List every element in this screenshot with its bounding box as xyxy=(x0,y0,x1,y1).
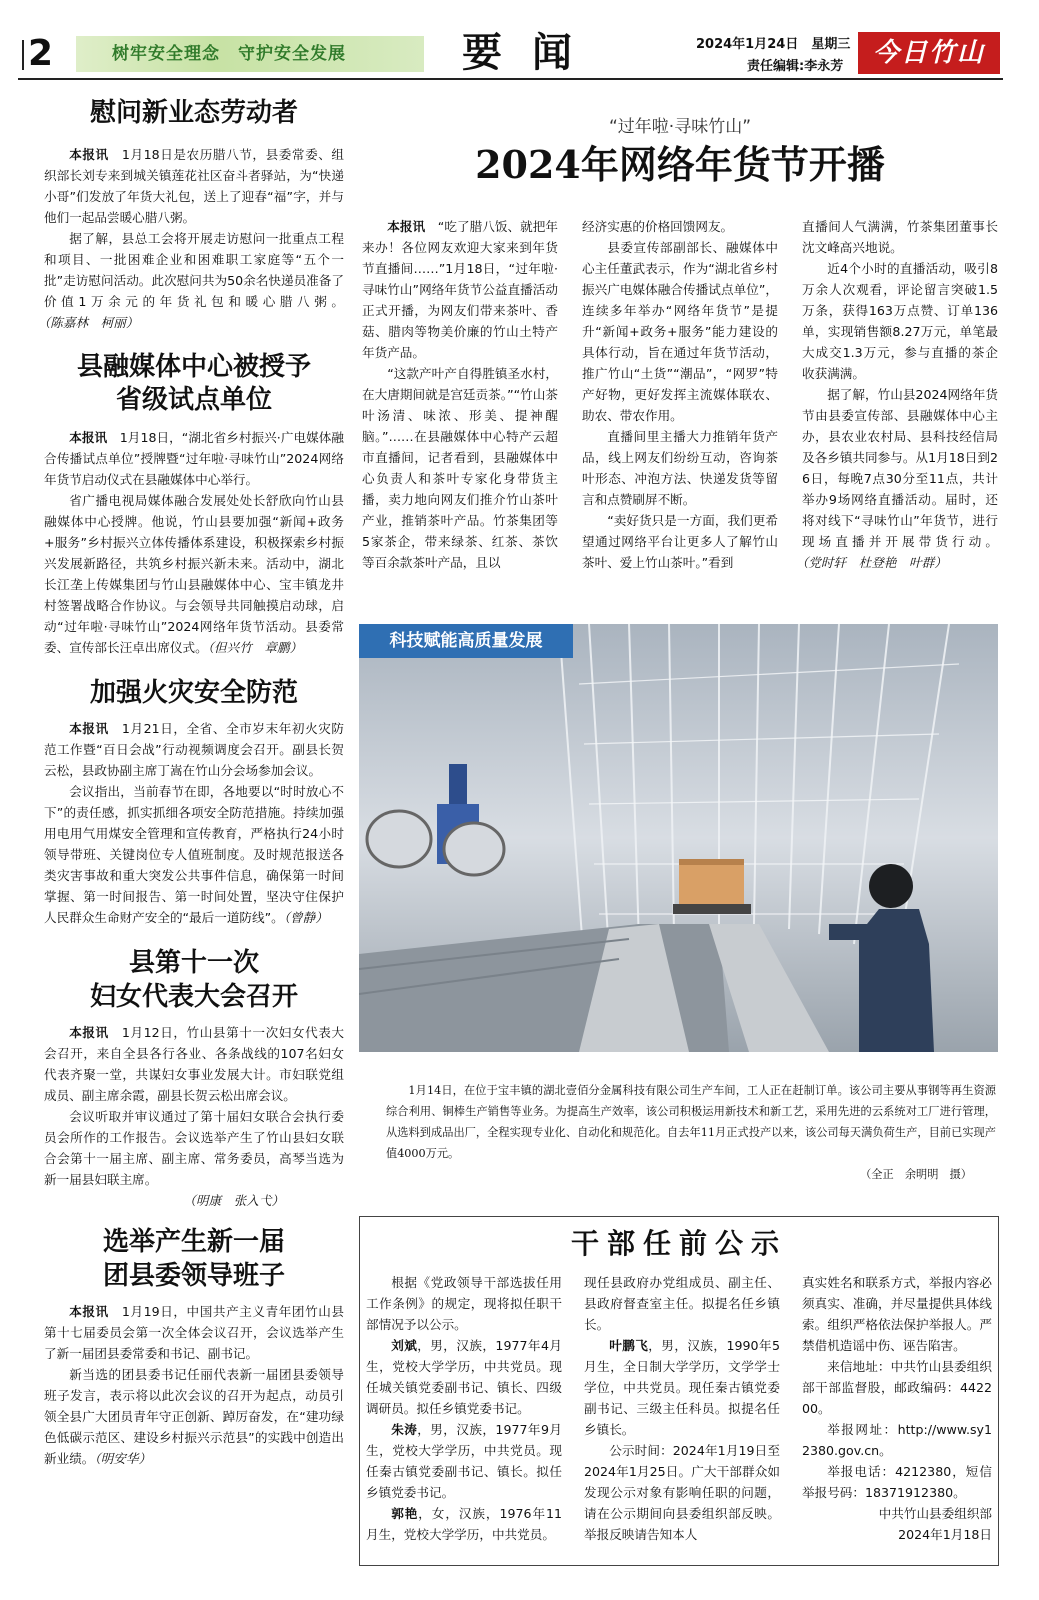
headline: 县第十一次 妇女代表大会召开 xyxy=(89,948,298,1012)
slogan-text: 树牢安全理念 守护安全发展 xyxy=(112,44,346,64)
paragraph: 公示时间：2024年1月19日至2024年1月25日。广大干部群众如发现公示对象有影响任职的问题，请在公示期间向县委组织部反映。举报反映请告知本人 xyxy=(584,1443,780,1542)
issue-date: 2024年1月24日 星期三 xyxy=(696,37,851,52)
paragraph: 新当选的团县委书记任丽代表新一届团县委领导班子发言，表示将以此次会议的召开为起点，动员引领全县广大团员青年守正创新、踔厉奋发，在“建功绿色低碳示范区、建设乡村振兴示范县”的实践中创造出新业绩。（明安华） xyxy=(44,1367,344,1466)
notice-date: 2024年1月18日 xyxy=(898,1527,992,1542)
byline: （曾静） xyxy=(283,910,328,925)
editor-credit: 责任编辑:李永芳 xyxy=(747,59,844,74)
article-women-congress xyxy=(44,946,344,1211)
paragraph: 来信地址：中共竹山县委组织部干部监督股，邮政编码：442200。 xyxy=(802,1359,992,1416)
paragraph: 现任县政府办党组成员、副主任、县政府督查室主任。拟提名任乡镇长。 xyxy=(584,1275,780,1332)
byline: （党时轩 杜登艳 叶群） xyxy=(802,555,947,570)
headline: 慰问新业态劳动者 xyxy=(89,98,298,128)
newspaper-logo: 今日竹山 xyxy=(858,32,1000,74)
article-youth-league xyxy=(44,1225,344,1469)
paragraph: “卖好货只是一方面，我们更希望通过网络平台让更多人了解竹山茶叶、爱上竹山茶叶。”看到 xyxy=(582,513,778,570)
main-kicker: “过年啦·寻味竹山” xyxy=(608,117,752,137)
main-col-2 xyxy=(582,216,778,573)
headline: 加强火灾安全防范 xyxy=(89,678,298,708)
paragraph: 举报网址：http://www.sy12380.gov.cn。 xyxy=(802,1422,992,1458)
paragraph: 叶鹏飞，男，汉族，1990年5月生，全日制大学学历，文学学士学位，中共党员。现任秦古镇党委副书记、三级主任科员。拟提名任乡镇长。 xyxy=(584,1338,780,1437)
warehouse-illustration xyxy=(359,624,998,1052)
paragraph: “这款产叶产自得胜镇圣水村，在大唐期间就是宫廷贡茶。”“竹山茶叶汤清、味浓、形美、提神醒脑。”……在县融媒体中心特产云超市直播间，记者看到，县融媒体中心负责人和茶叶专家化身带货主播，卖力地向网友们推介竹山茶叶产业，推销茶叶产品。竹茶集团等5家茶企，带来绿茶、红茶、茶饮等百余款茶叶产品，且以 xyxy=(362,366,558,570)
paragraph: 本报讯 1月18日是农历腊八节，县委常委、组织部长刘专来到城关镇莲花社区奋斗者驿站，为“快递小哥”们发放了年货大礼包，送上了迎春“福”字，并与他们一起品尝暖心腊八粥。 xyxy=(44,147,345,225)
notice-col-3 xyxy=(802,1272,992,1545)
headline: 选举产生新一届 团县委领导班子 xyxy=(102,1227,285,1291)
paragraph: 朱涛，男，汉族，1977年9月生，党校大学学历，中共党员。现任秦古镇党委副书记、镇长。拟任乡镇党委书记。 xyxy=(366,1422,562,1500)
factory-photo xyxy=(359,624,998,1052)
notice-col-1 xyxy=(366,1272,562,1545)
paragraph: 本报讯 1月19日，中国共产主义青年团竹山县第十七届委员会第一次全体会议召开，会议选举产生了新一届团县委常委和书记、副书记。 xyxy=(44,1304,345,1361)
paragraph: 直播间里主播大力推销年货产品，线上网友们纷纷互动，咨询茶叶形态、冲泡方法、快递发货等留言和点赞刷屏不断。 xyxy=(582,429,778,507)
section-title: 要闻 xyxy=(462,29,602,76)
paragraph: 省广播电视局媒体融合发展处处长舒欣向竹山县融媒体中心授牌。他说，竹山县要加强“新闻+政务+服务”乡村振兴立体传播体系建设，积极探索乡村振兴发展新路径，共筑乡村振兴新未来。活动中，湖北长江垄上传媒集团与竹山县融媒体中心、宝丰镇龙井村签署战略合作协议。与会领导共同触摸启动球，启动“过年啦·寻味竹山”2024网络年货节活动。县委常委、宣传部长汪卓出席仪式。（但兴竹 章鹏） xyxy=(44,493,344,655)
paragraph: 本报讯 “吃了腊八饭、就把年来办！各位网友欢迎大家来到年货节直播间……”1月18日，“过年啦·寻味竹山”网络年货节公益直播活动正式开播，为网友们带来茶叶、香菇、腊肉等物美价廉的竹山土特产年货产品。 xyxy=(362,219,559,360)
article-worker-visit xyxy=(44,96,344,333)
byline: （但兴竹 章鹏） xyxy=(207,640,303,655)
slogan-banner xyxy=(76,36,424,72)
notice-col-2 xyxy=(584,1272,780,1545)
article-fire-safety xyxy=(44,676,344,928)
paragraph: 举报电话：4212380，短信举报号码：18371912380。 xyxy=(802,1464,992,1500)
main-col-3 xyxy=(802,216,998,573)
paragraph: 刘斌，男，汉族，1977年4月生，党校大学学历，中共党员。现任城关镇党委副书记、镇长、四级调研员。拟任乡镇党委书记。 xyxy=(366,1338,562,1416)
byline: （明安华） xyxy=(94,1451,152,1466)
notice-signature: 中共竹山县委组织部 xyxy=(878,1506,992,1521)
notice-title: 干部任前公示 xyxy=(570,1227,787,1260)
paragraph: 本报讯 1月18日，“湖北省乡村振兴·广电媒体融合传播试点单位”授牌暨“过年啦·寻味竹山”2024网络年货节启动仪式在县融媒体中心举行。 xyxy=(44,430,344,487)
paragraph: 会议听取并审议通过了第十届妇女联合会执行委员会所作的工作报告。会议选举产生了竹山县妇女联合会第十一届主席、副主席、常务委员，高琴当选为新一届县妇联主席。 xyxy=(44,1109,344,1187)
main-headline: 2024年网络年货节开播 xyxy=(475,142,885,187)
page-number: 2 xyxy=(28,33,54,74)
photo-section-tag: 科技赋能高质量发展 xyxy=(359,624,573,658)
headline: 县融媒体中心被授予 省级试点单位 xyxy=(76,352,311,415)
paragraph: 县委宣传部副部长、融媒体中心主任董武表示，作为“湖北省乡村振兴广电媒体融合传播试点单位”，连续多年举办“网络年货节”是提升“新闻+政务+服务”能力建设的具体行动，旨在通过年货节活动，推广竹山“土货”“潮品”，“网罗”特产好物，更好发挥主流媒体联农、助农、带农作用。 xyxy=(582,240,778,423)
paragraph: 会议指出，当前春节在即，各地要以“时时放心不下”的责任感，抓实抓细各项安全防范措施。持续加强用电用气用煤安全管理和宣传教育，严格执行24小时领导带班、关键岗位专人值班制度。及时规范报送各类灾害事故和重大突发公共事件信息，确保第一时间掌握、第一时间报告、第一时间处置，坚决守住保护人民群众生命财产安全的“最后一道防线”。（曾静） xyxy=(44,784,344,925)
main-col-1 xyxy=(362,216,558,573)
page-number-rule xyxy=(22,40,24,70)
paragraph: 本报讯 1月12日，竹山县第十一次妇女代表大会召开，来自全县各行各业、各条战线的107名妇女代表齐聚一堂，共谋妇女事业发展大计。市妇联党组成员、副主席余霞，副县长贺云松出席会议。 xyxy=(44,1025,345,1103)
article-media-center xyxy=(44,351,344,658)
masthead-rule xyxy=(18,78,1003,80)
left-column xyxy=(44,96,344,1469)
paragraph: 近4个小时的直播活动，吸引8万余人次观看，评论留言突破1.5万条，获得163万点赞、订单136单，实现销售额8.27万元，单笔最大成交1.3万元，参与直播的茶企收获满满。 xyxy=(802,261,998,381)
paragraph: 本报讯 1月21日，全省、全市岁末年初火灾防范工作暨“百日会战”行动视频调度会召开。副县长贺云松，县政协副主席丁嵩在竹山分会场参加会议。 xyxy=(44,721,345,778)
paragraph: 经济实惠的价格回馈网友。 xyxy=(582,219,734,234)
byline: （陈嘉林 柯丽） xyxy=(44,315,139,330)
paragraph: 据了解，竹山县2024网络年货节由县委宣传部、县融媒体中心主办，县农业农村局、县科技经信局及各乡镇共同参与。从1月18日到26日，每晚7点30分至11点，共计举办9场网络直播活动。届时，还将对线下“寻味竹山”年货节，进行现场直播并开展带货行动。（党时轩 杜登艳 叶群） xyxy=(802,387,998,570)
paragraph: 郭艳，女，汉族，1976年11月生，党校大学学历，中共党员。 xyxy=(366,1506,563,1542)
byline: （明康 张入弋） xyxy=(183,1193,284,1208)
paragraph: 根据《党政领导干部选拔任用工作条例》的规定，现将拟任职干部情况予以公示。 xyxy=(366,1275,562,1332)
paragraph: 直播间人气满满，竹茶集团董事长沈文峰高兴地说。 xyxy=(802,219,998,255)
photo-caption: 1月14日，在位于宝丰镇的湖北壹佰分金属科技有限公司生产车间，工人正在赶制订单。该公司主要从事钢等再生资源综合利用、铜棒生产销售等业务。为提高生产效率，该公司积极运用新技术和新工艺，采用先进的云系统对工厂进行管理，从选料到成品出厂，全程实现专业化、自动化和规范化。自去年11月正式投产以来，该公司每天满负荷生产，目前已实现产值4000万元。 （全正 余明明 摄） xyxy=(386,1080,996,1185)
paragraph: 据了解，县总工会将开展走访慰问一批重点工程和项目、一批困难企业和困难职工家庭等“五个一批”走访慰问活动。此次慰问共为50余名快递员准备了价值1万余元的年货礼包和暖心腊八粥。（陈嘉林 柯丽） xyxy=(44,231,344,330)
paragraph: 真实姓名和联系方式，举报内容必须真实、准确，并尽量提供具体线索。组织严格依法保护举报人。严禁借机造谣中伤、诬告陷害。 xyxy=(802,1275,992,1353)
photo-credit: （全正 余明明 摄） xyxy=(860,1168,972,1181)
